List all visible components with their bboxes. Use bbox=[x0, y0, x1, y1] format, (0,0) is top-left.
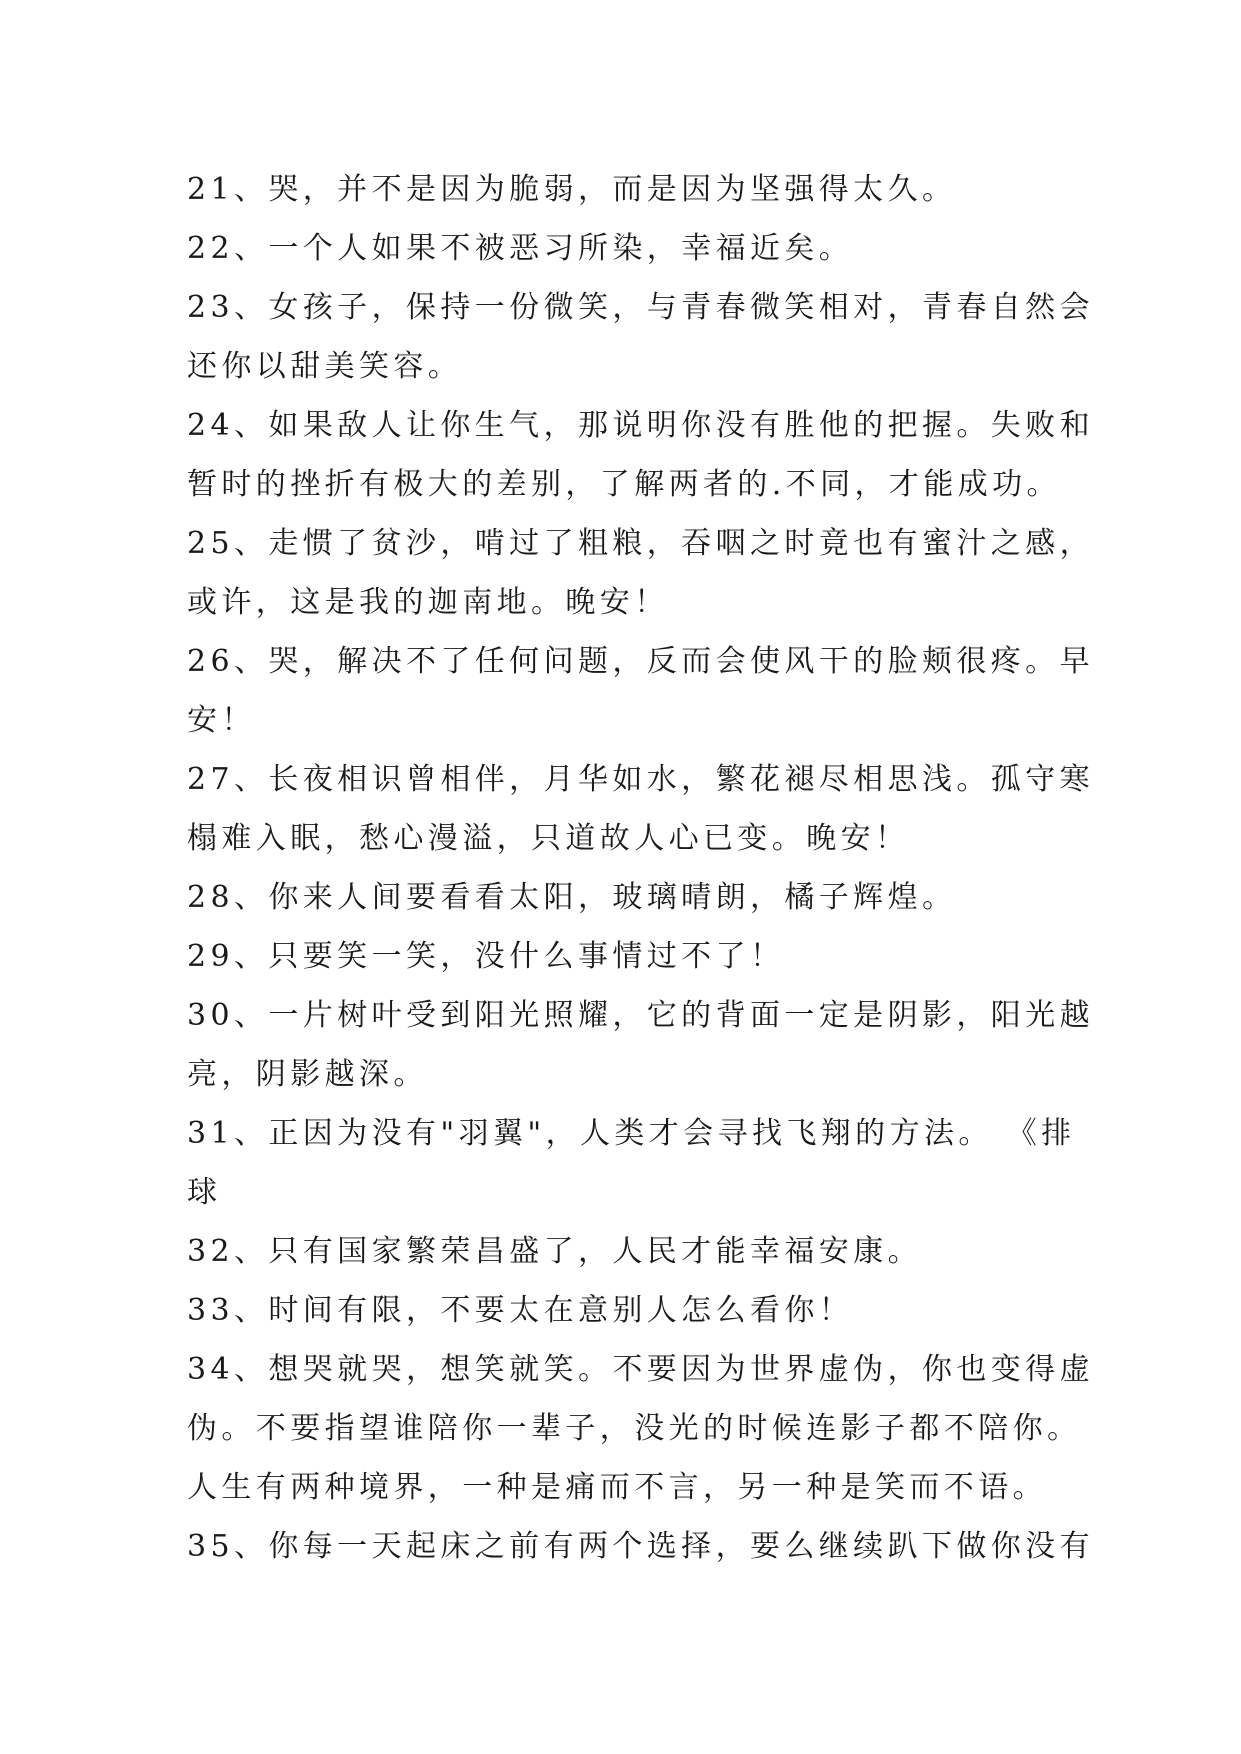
text-line: 32、只有国家繁荣昌盛了，人民才能幸福安康。 bbox=[187, 1234, 922, 1269]
text-line: 伪。不要指望谁陪你一辈子，没光的时候连影子都不陪你。 bbox=[187, 1411, 1082, 1446]
text-line: 28、你来人间要看看太阳，玻璃晴朗，橘子辉煌。 bbox=[187, 880, 957, 915]
text-line: 24、如果敌人让你生气，那说明你没有胜他的把握。失败和 bbox=[187, 408, 1094, 443]
text-line: 21、哭，并不是因为脆弱，而是因为坚强得太久。 bbox=[187, 172, 957, 207]
text-line: 29、只要笑一笑，没什么事情过不了！ bbox=[187, 939, 785, 974]
text-line: 31、正因为没有"羽翼"，人类才会寻找飞翔的方法。 《排 bbox=[187, 1116, 1076, 1151]
text-line: 榻难入眠，愁心漫溢，只道故人心已变。晚安！ bbox=[187, 821, 910, 856]
text-line: 26、哭，解决不了任何问题，反而会使风干的脸颊很疼。早 bbox=[187, 644, 1094, 679]
text-line: 30、一片树叶受到阳光照耀，它的背面一定是阴影，阳光越 bbox=[187, 998, 1094, 1033]
text-line: 23、女孩子，保持一份微笑，与青春微笑相对，青春自然会 bbox=[187, 290, 1094, 325]
text-line: 人生有两种境界，一种是痛而不言，另一种是笑而不语。 bbox=[187, 1470, 1047, 1505]
text-line: 34、想哭就哭，想笑就笑。不要因为世界虚伪，你也变得虚 bbox=[187, 1352, 1094, 1387]
text-line: 或许，这是我的迦南地。晚安！ bbox=[187, 585, 669, 620]
text-line: 35、你每一天起床之前有两个选择，要么继续趴下做你没有 bbox=[187, 1529, 1094, 1564]
text-line: 27、长夜相识曾相伴，月华如水，繁花褪尽相思浅。孤守寒 bbox=[187, 762, 1094, 797]
text-line: 还你以甜美笑容。 bbox=[187, 349, 463, 384]
document-body bbox=[187, 160, 1094, 1576]
text-line: 暂时的挫折有极大的差别，了解两者的.不同，才能成功。 bbox=[187, 467, 1061, 502]
text-line: 球 bbox=[187, 1175, 222, 1210]
text-line: 25、走惯了贫沙，啃过了粗粮，吞咽之时竟也有蜜汁之感， bbox=[187, 526, 1094, 561]
text-line: 安！ bbox=[187, 703, 256, 738]
text-line: 22、一个人如果不被恶习所染，幸福近矣。 bbox=[187, 231, 854, 266]
text-line: 33、时间有限，不要太在意别人怎么看你！ bbox=[187, 1293, 854, 1328]
text-line: 亮，阴影越深。 bbox=[187, 1057, 428, 1092]
